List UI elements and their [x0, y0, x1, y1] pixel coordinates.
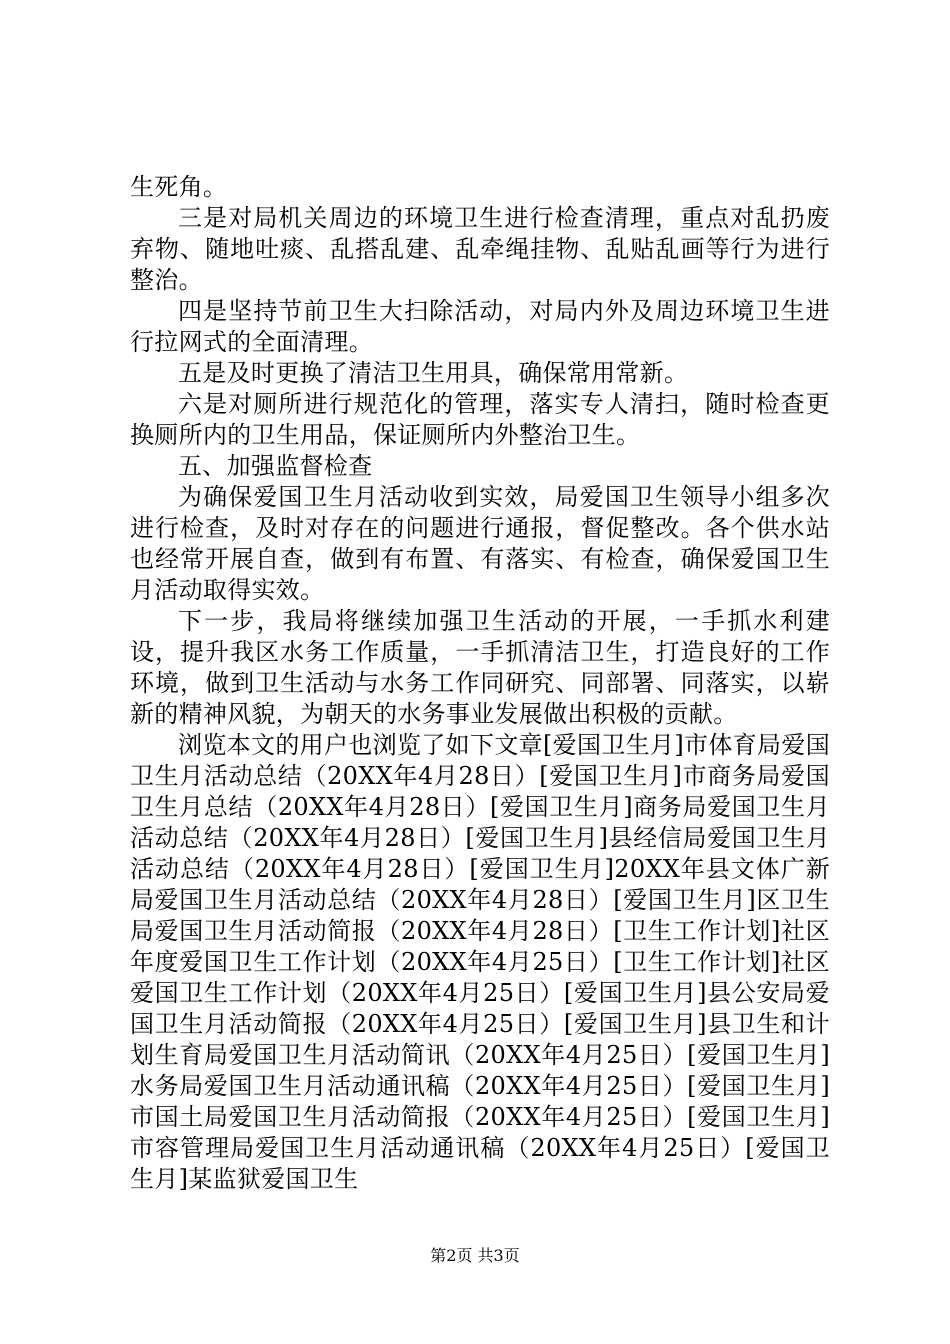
section-heading: 五、加强监督检查 — [178, 452, 373, 480]
paragraph-7: 为确保爱国卫生月活动收到实效，局爱国卫生领导小组多次进行检查，及时对存在的问题进行通报，督促整改。各个供水站也经常开展自查，做到有布置、有落实、有检查，确保爱国卫生月活动取得实效。 — [130, 483, 830, 604]
document-body — [130, 172, 830, 1195]
paragraph-1: 生死角。 — [130, 173, 228, 201]
paragraph-3: 四是坚持节前卫生大扫除活动，对局内外及周边环境卫生进行拉网式的全面清理。 — [130, 297, 830, 356]
page-number-footer: 第2页 共3页 — [430, 1246, 520, 1265]
related-articles-paragraph: 浏览本文的用户也浏览了如下文章[爱国卫生月]市体育局爱国卫生月活动总结（20XX年4月28日）[爱国卫生月]市商务局爱国卫生月总结（20XX年4月28日）[爱国卫生月]商务局爱国卫生月活动总结（20XX年4月28日）[爱国卫生月]县经信局爱国卫生月活动总结（20XX年4月28日）[爱国卫生月]20XX年县文体广新局爱国卫生月活动总结（20XX年4月28日）[爱国卫生月]区卫生局爱国卫生月活动简报（20XX年4月28日）[卫生工作计划]社区年度爱国卫生工作计划（20XX年4月25日）[卫生工作计划]社区爱国卫生工作计划（20XX年4月25日）[爱国卫生月]县公安局爱国卫生月活动简报（20XX年4月25日）[爱国卫生月]县卫生和计划生育局爱国卫生月活动简讯（20XX年4月25日）[爱国卫生月]水务局爱国卫生月活动通讯稿（20XX年4月25日）[爱国卫生月]市国土局爱国卫生月活动简报（20XX年4月25日）[爱国卫生月]市容管理局爱国卫生月活动通讯稿（20XX年4月25日）[爱国卫生月]某监狱爱国卫生 — [130, 731, 830, 1193]
paragraph-4: 五是及时更换了清洁卫生用具，确保常用常新。 — [178, 359, 689, 387]
paragraph-5: 六是对厕所进行规范化的管理，落实专人清扫，随时检查更换厕所内的卫生用品，保证厕所内外整治卫生。 — [130, 390, 830, 449]
paragraph-2: 三是对局机关周边的环境卫生进行检查清理，重点对乱扔废弃物、随地吐痰、乱搭乱建、乱牵绳挂物、乱贴乱画等行为进行整治。 — [130, 204, 830, 294]
paragraph-8: 下一步，我局将继续加强卫生活动的开展，一手抓水利建设，提升我区水务工作质量，一手抓清洁卫生，打造良好的工作环境，做到卫生活动与水务工作同研究、同部署、同落实，以崭新的精神风貌，为朝天的水务事业发展做出积极的贡献。 — [130, 607, 830, 728]
